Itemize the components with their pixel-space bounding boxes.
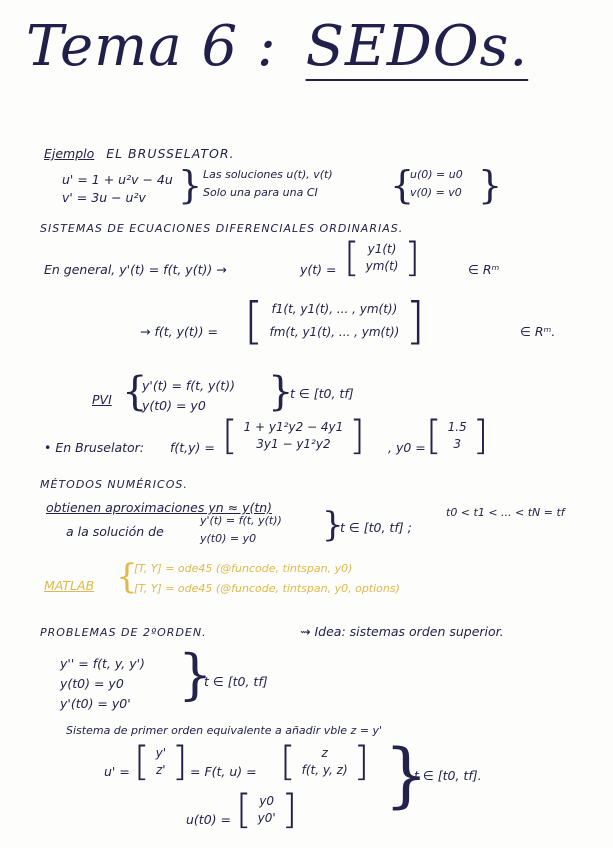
bru-f-component: 1 + y1²y2 − 4y1 (243, 420, 344, 435)
f-z-component: f(t, y, z) (301, 763, 348, 777)
u0-component: y0 (259, 794, 274, 809)
orden-domain-2: t ∈ [t0, tf]. (414, 768, 482, 783)
orden-idea (300, 624, 504, 639)
bracket-left: [ (222, 413, 238, 459)
rm-label-2: ∈ Rᵐ. (520, 324, 556, 339)
bracket-left: [ (280, 739, 296, 785)
f-arrow: → f(t, y(t)) = (140, 324, 218, 339)
brace: } (178, 163, 203, 207)
y-def: y(t) = (300, 262, 337, 277)
squiggle-arrow-icon: ⇝ (300, 624, 311, 639)
sistemas-heading: SISTEMAS DE ECUACIONES DIFERENCIALES ORDINARIAS. (40, 222, 404, 235)
f-z-component: z (321, 746, 328, 761)
bracket-left: [ (236, 787, 252, 833)
y0-col (442, 419, 473, 453)
metodos-sys1: y'(t) = f(t, y(t)) (200, 514, 282, 527)
title-tema: Tema (26, 14, 183, 79)
metodos-heading: MÉTODOS NUMÉRICOS. (40, 478, 188, 491)
brace: { (116, 557, 138, 597)
orden-sistema: Sistema de primer orden equivalente a añadir vble z = y' (66, 724, 383, 737)
title-colon: : (256, 14, 277, 79)
u-vector (134, 739, 188, 785)
metodos-domain: t ∈ [t0, tf] ; (340, 520, 412, 535)
general-line (44, 262, 227, 277)
matlab-label: MATLAB (44, 578, 95, 593)
orden-eq3: y'(t0) = y0' (60, 696, 131, 711)
bru-prefix: • En Bruselator: (44, 440, 145, 455)
brace: } (478, 163, 503, 207)
bracket-left: [ (426, 413, 442, 459)
title-number: 6 (201, 14, 239, 79)
brace: } (178, 643, 213, 706)
orden-eq1: y'' = f(t, y, y') (60, 656, 145, 671)
y0-component: 3 (453, 437, 461, 451)
bracket-right: ] (172, 739, 188, 785)
u0-component: y0' (257, 811, 276, 825)
metodos-line2: a la solución de (66, 524, 164, 539)
bru-f-component: 3y1 − y1²y2 (256, 437, 331, 451)
title-sedos: SEDOs. (305, 14, 529, 79)
pvi-eq2: y(t0) = y0 (142, 398, 206, 413)
bracket-right: ] (404, 235, 421, 281)
rm-label: ∈ Rᵐ (468, 262, 500, 277)
bru-ci2: v(0) = v0 (410, 186, 462, 199)
bracket-left: [ (344, 235, 360, 281)
u-def: u' = (104, 764, 130, 779)
f-z-vector (280, 739, 370, 785)
u0-def: u(t0) = (186, 812, 231, 827)
orden-heading: PROBLEMAS DE 2ºORDEN. (40, 626, 207, 639)
bracket-left: [ (134, 739, 150, 785)
metodos-sys2: y(t0) = y0 (200, 532, 257, 545)
u-mid: = F(t, u) = (190, 764, 257, 779)
bracket-right: ] (353, 739, 370, 785)
bru-f-vector (222, 413, 365, 459)
bru-ci1: u(0) = u0 (410, 168, 463, 181)
brace: } (322, 505, 344, 545)
bru-f-col (238, 419, 350, 453)
bracket-left: [ (244, 292, 264, 350)
general-eq: y'(t) = f(t, y(t)) → (119, 262, 227, 277)
bracket-right: ] (349, 413, 365, 459)
y-component: ym(t) (365, 259, 399, 273)
matlab-cmd2: [T, Y] = ode45 (@funcode, tintspan, y0, options) (134, 582, 400, 595)
brace: { (122, 369, 148, 415)
u0-col (252, 793, 282, 827)
page-title (26, 14, 528, 79)
u-component: z' (156, 763, 166, 777)
f-component: f1(t, y1(t), ... , ym(t)) (271, 302, 398, 317)
bracket-right: ] (472, 413, 489, 459)
u-vector-col (150, 745, 172, 779)
u-component: y' (155, 746, 167, 761)
pvi-eq1: y'(t) = f(t, y(t)) (142, 378, 235, 393)
f-vector-col (264, 298, 406, 344)
f-z-col (296, 745, 354, 779)
brace: } (268, 369, 294, 415)
matlab-cmd1: [T, Y] = ode45 (@funcode, tintspan, y0) (134, 562, 353, 575)
pvi-label: PVI (92, 392, 112, 407)
orden-idea-text: Idea: sistemas orden superior. (314, 624, 504, 639)
pvi-domain: t ∈ [t0, tf] (290, 386, 354, 401)
y0-vector (426, 413, 489, 459)
ejemplo-line (44, 146, 235, 161)
general-prefix: En general, (44, 262, 116, 277)
y-vector-col (360, 241, 405, 275)
y-component: y1(t) (367, 242, 397, 257)
orden-eq2: y(t0) = y0 (60, 676, 124, 691)
metodos-line1: obtienen aproximaciones yn ≈ y(tn) (46, 500, 273, 515)
f-vector (244, 292, 425, 350)
bru-note1: Las soluciones u(t), v(t) (203, 168, 333, 181)
bracket-right: ] (281, 787, 298, 833)
brace: } (384, 734, 429, 816)
bru-eq2: v' = 3u − u²v (62, 190, 146, 205)
metodos-grid: t0 < t1 < ... < tN = tf (446, 506, 565, 519)
bru-eq1: u' = 1 + u²v − 4u (62, 172, 173, 187)
orden-domain: t ∈ [t0, tf] (204, 674, 268, 689)
ejemplo-heading: EL BRUSSELATOR. (106, 146, 235, 161)
brace: { (390, 163, 415, 207)
bracket-right: ] (405, 292, 425, 350)
y0-component: 1.5 (447, 420, 467, 435)
u0-vector (236, 787, 298, 833)
y-vector (344, 235, 421, 281)
f-component: fm(t, y1(t), ... , ym(t)) (269, 325, 400, 339)
bru-note2: Solo una para una CI (203, 186, 318, 199)
y0-label: , y0 = (388, 440, 426, 455)
bru-f: f(t,y) = (170, 440, 215, 455)
ejemplo-label: Ejemplo (44, 146, 95, 161)
